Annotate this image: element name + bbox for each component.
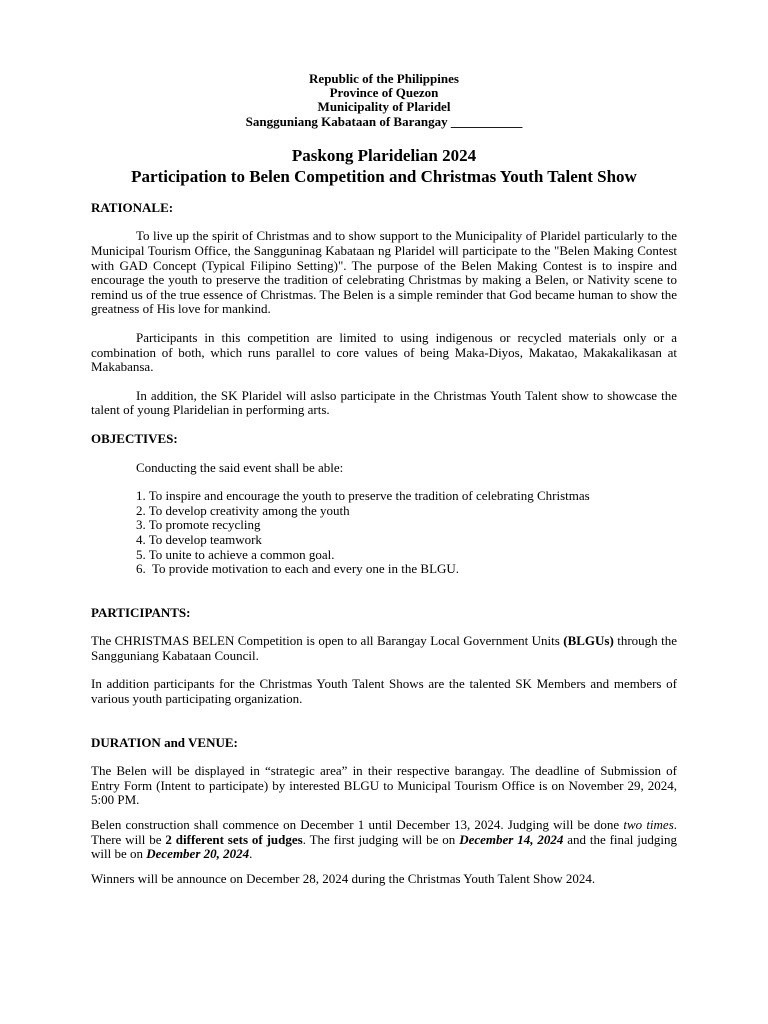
header-municipality: Municipality of Plaridel [317,99,451,115]
participants-paragraph-1 [91,634,677,663]
list-item: 1. To inspire and encourage the youth to preserve the tradition of celebrating Christmas [136,488,590,504]
duration-text-first-judging-date: December 14, 2024 [459,831,564,847]
title-subject: Participation to Belen Competition and Christmas Youth Talent Show [131,166,637,186]
objectives-list [91,489,677,577]
objectives-intro: Conducting the said event shall be able: [136,459,344,475]
list-item: 3. To promote recycling [136,517,261,533]
header-sk-barangay: Sangguniang Kabataan of Barangay ___________ [245,113,523,129]
duration-text-two-times: two times [623,817,674,833]
duration-heading: DURATION and VENUE: [91,734,238,750]
rationale-paragraph-3: In addition, the SK Plaridel will aslso participate in the Christmas Youth Talent show to showcase the talent of young Plaridelian in performing arts. [91,387,677,418]
duration-paragraph-2 [91,818,677,862]
duration-paragraph-3: Winners will be announce on December 28, 2024 during the Christmas Youth Talent Show 2024. [91,870,596,886]
participants-text-c: through the Sangguniang Kabataan Council. [91,633,677,663]
document-title [91,145,677,187]
duration-text-g: and the final judging will be on [91,831,678,862]
rationale-paragraph-2: Participants in this competition are limited to using indigenous or recycled materials only or a combination of both, which runs parallel to core values of being Maka-Diyos, Makatao, Makakalikasan at Makabansa. [91,329,677,375]
duration-text-final-judging-date: December 20, 2024 [146,846,250,862]
rationale-paragraph-1: To live up the spirit of Christmas and to show support to the Municipality of Plaridel particularly to the Municipal Tourism Office, the Sangguninag Kabataan ng Plaridel will participate to the "Belen Making Contest with GAD Concept (Typical Filipino Setting)". The purpose of the Belen Making Contest is to inspire and encourage the youth to preserve the tradition of celebrating Christmas by making a Belen, or Nativity scene to remind us of the true essence of Christmas. The Belen is a simple reminder that God became human to show the greatness of His love for mankind. [91,228,677,317]
objectives-heading: OBJECTIVES: [91,430,178,446]
list-item: 4. To develop teamwork [136,531,262,547]
header-republic: Republic of the Philippines [309,71,459,86]
participants-text-blgus: (BLGUs) [563,633,614,649]
participants-paragraph-2: In addition participants for the Christmas Youth Talent Shows are the talented SK Members and members of various youth participating organization. [91,676,677,707]
duration-text-c: . There will be [91,817,678,847]
duration-paragraph-1: The Belen will be displayed in “strategic area” in their respective barangay. The deadline of Submission of Entry Form (Intent to participate) by interested BLGU to Municipal Tourism Office is on November 29, 2024, 5:00 PM. [91,763,677,808]
rationale-heading: RATIONALE: [91,199,174,215]
duration-text-a: Belen construction shall commence on December 1 until December 13, 2024. Judging will be done [91,817,624,833]
duration-text-period: . [249,846,253,862]
document-page [91,72,677,886]
letterhead [91,72,677,129]
duration-text-e: . The first judging will be on [302,831,460,847]
title-event: Paskong Plaridelian 2024 [291,145,477,165]
list-item: 6. To provide motivation to each and every one in the BLGU. [136,561,460,577]
participants-text-a: The CHRISTMAS BELEN Competition is open to all Barangay Local Government Units [91,633,564,649]
duration-text-judges: 2 different sets of judges [165,831,303,847]
list-item: 2. To develop creativity among the youth [136,502,350,518]
participants-heading: PARTICIPANTS: [91,604,191,620]
list-item: 5. To unite to achieve a common goal. [136,546,335,562]
header-province: Province of Quezon [329,85,439,101]
